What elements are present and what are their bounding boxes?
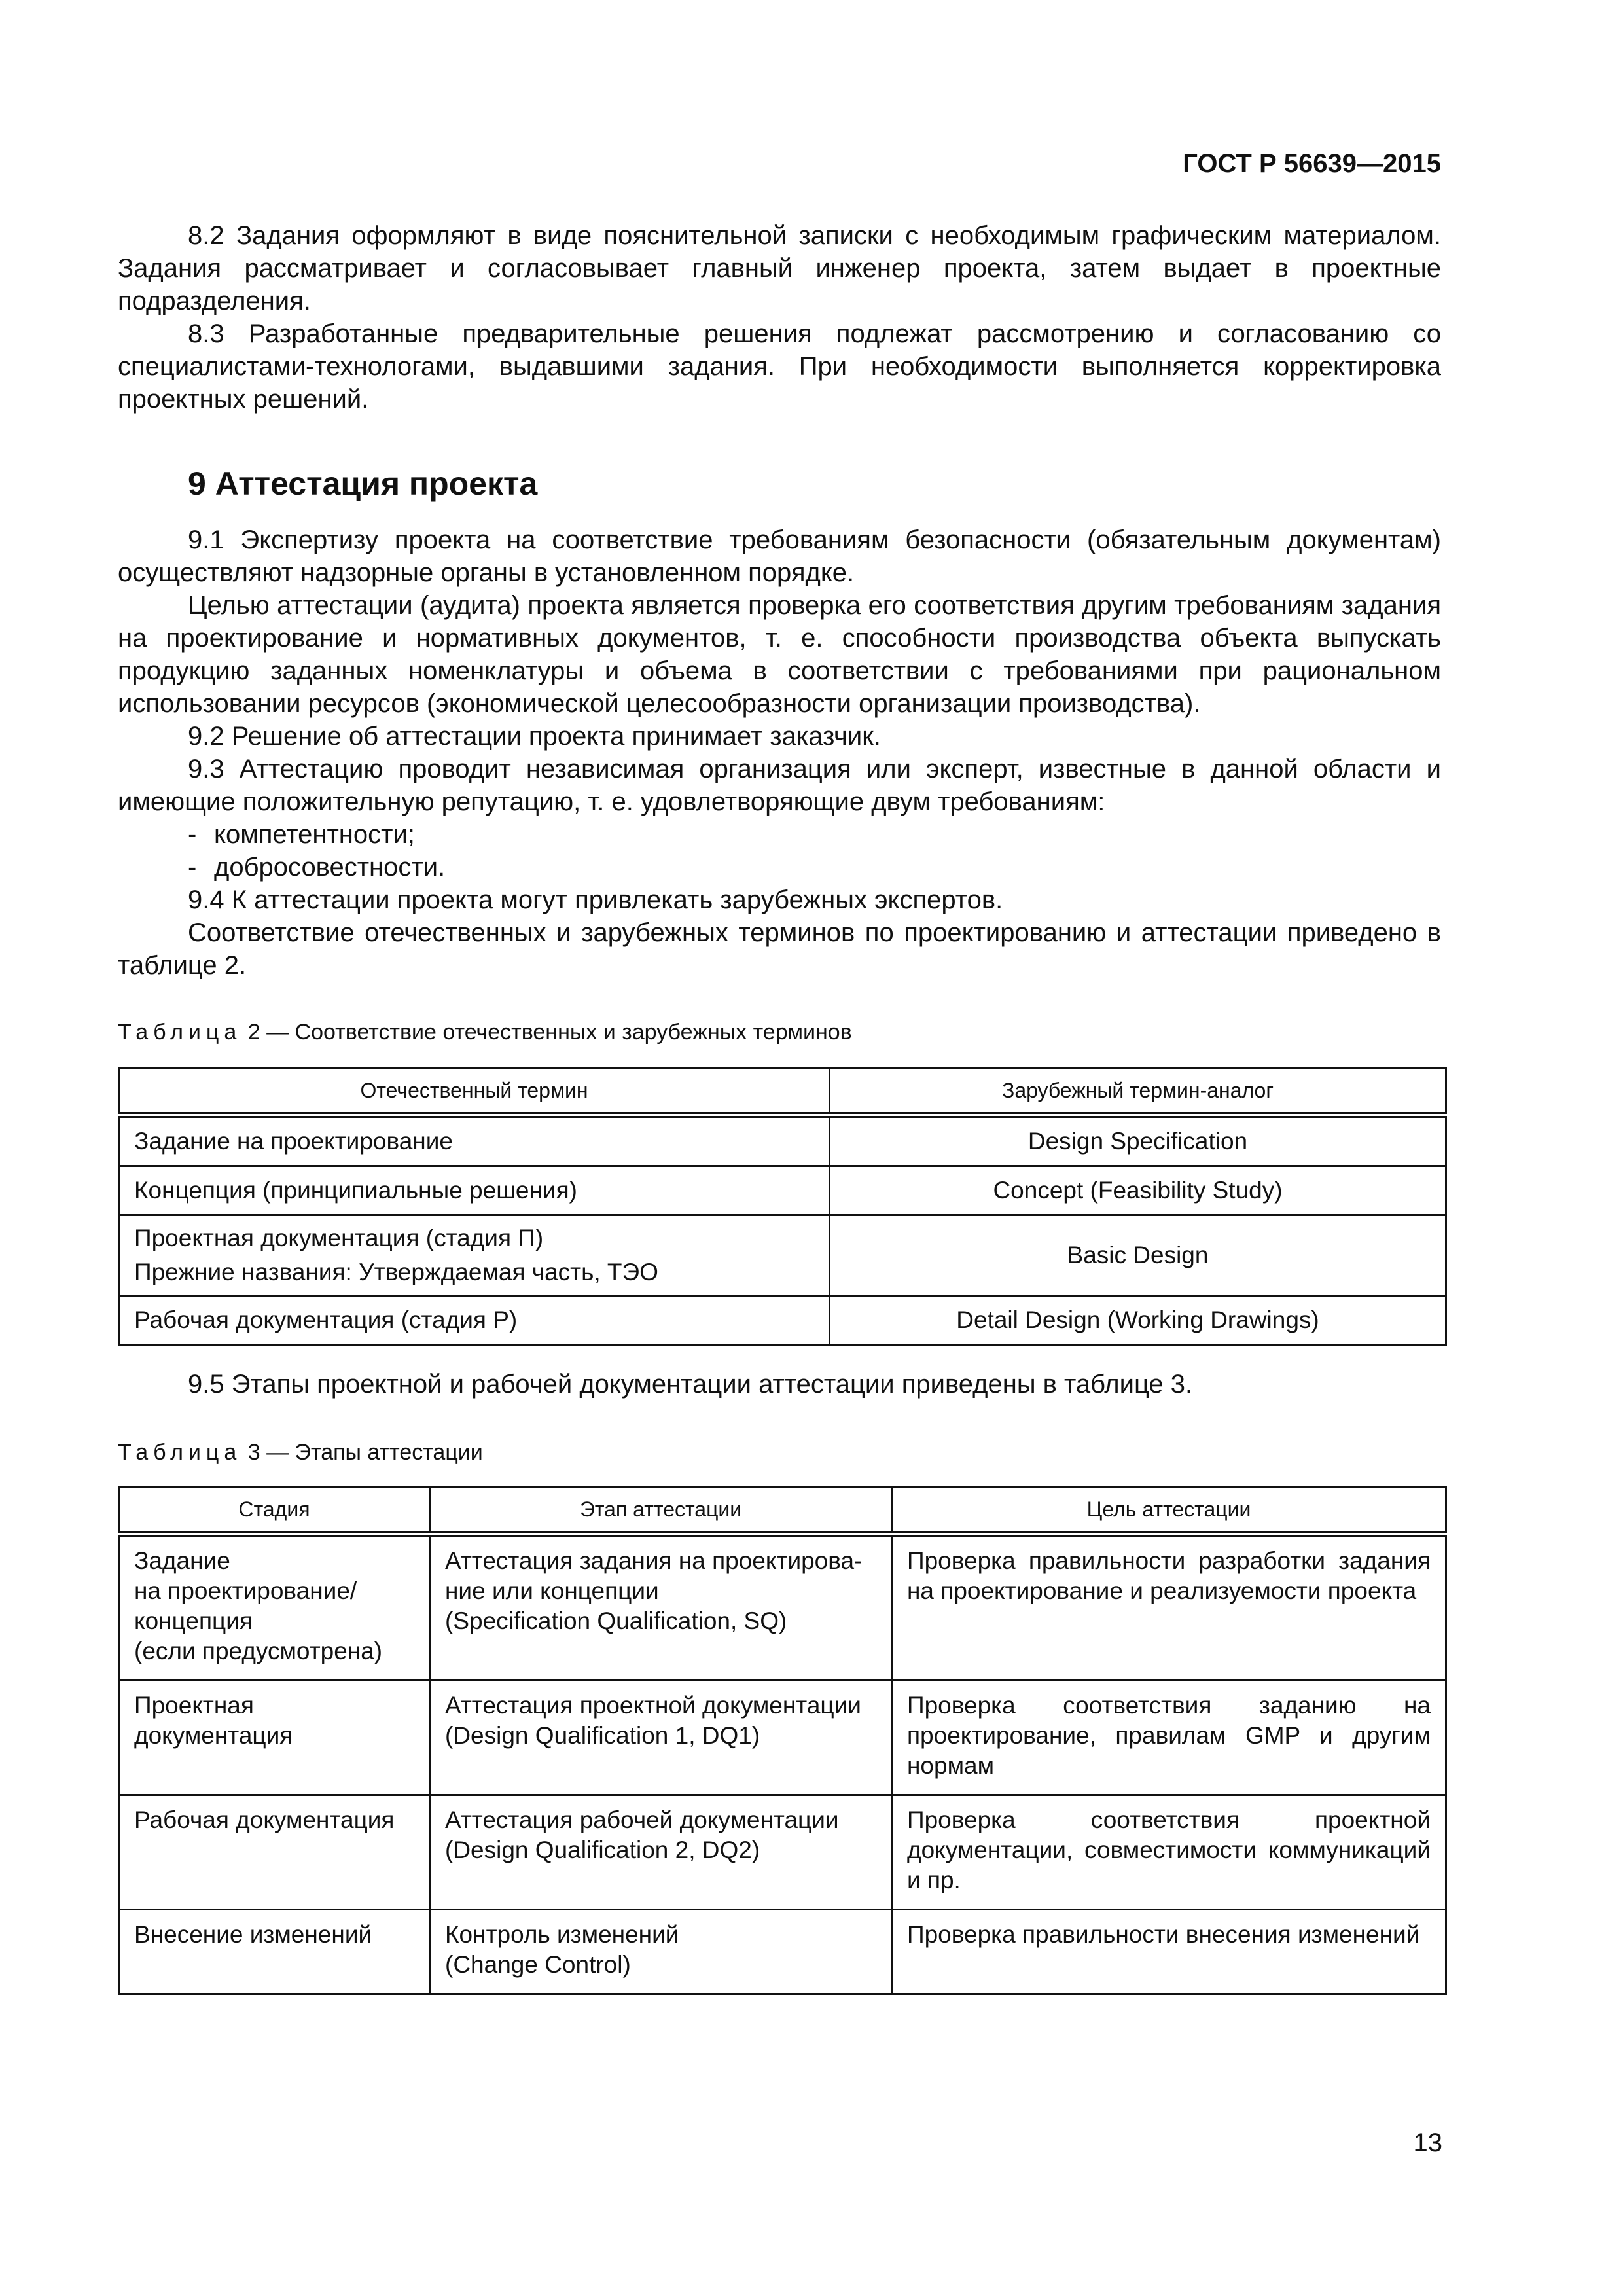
domestic-term-cell: Проектная документация (стадия П) Прежние названия: Утверждаемая часть, ТЭО (119, 1215, 830, 1296)
paragraph-9-1-goal: Целью аттестации (аудита) проекта является проверка его соответствия другим требованиям задания на проектирование и нормативных документов, т. е. способности производства объекта выпускать продукцию заданных номенклатуры и объема в соответствии с требованиями при рациональном использовании ресурсов (экономической целесообразности организации производства). (118, 591, 1441, 718)
page-number: 13 (1413, 2128, 1442, 2157)
foreign-term-cell: Design Specification (830, 1115, 1446, 1166)
step-cell: Контроль изменений (Change Control) (430, 1910, 892, 1994)
domestic-term-cell: Рабочая документация (стадия Р) (119, 1296, 830, 1345)
caption-label: Таблица (118, 1440, 242, 1465)
stage-cell: Рабочая документация (119, 1795, 430, 1910)
bullet-item (118, 851, 1441, 884)
foreign-term-cell: Concept (Feasibility Study) (830, 1166, 1446, 1215)
paragraph-9-1: 9.1 Экспертизу проекта на соответствие требованиям безопасности (обязательным документам) осуществляют надзорные органы в установленном порядке. (118, 526, 1441, 587)
bullet-item (118, 818, 1441, 851)
stage-cell: Проектная документация (119, 1681, 430, 1795)
table-row (119, 1534, 1446, 1681)
domestic-term-cell: Концепция (принципиальные решения) (119, 1166, 830, 1215)
caption-label: Таблица (118, 1020, 242, 1045)
column-header: Стадия (119, 1487, 430, 1534)
paragraph-9-3: 9.3 Аттестацию проводит независимая организация или эксперт, известные в данной области и имеющие положительную репутацию, т. е. удовлетворяющие двум требованиям: (118, 755, 1441, 816)
goal-cell: Проверка соответствия проектной документации, совместимости коммуникаций и пр. (892, 1795, 1446, 1910)
table-row (119, 1296, 1446, 1345)
column-header: Зарубежный термин-аналог (830, 1068, 1446, 1115)
caption-title: 3 — Этапы аттестации (241, 1440, 483, 1465)
dash-marker: - (188, 853, 197, 882)
section-8-text (118, 219, 1441, 416)
table-row (119, 1115, 1446, 1166)
paragraph-9-2: 9.2 Решение об аттестации проекта принимает заказчик. (188, 722, 881, 751)
step-cell: Аттестация задания на проектирова- ние или концепции (Specification Qualification, SQ) (430, 1534, 892, 1681)
caption-title: 2 — Соответствие отечественных и зарубежных терминов (241, 1020, 852, 1045)
section-9-text (118, 524, 1441, 982)
paragraph-9-5: 9.5 Этапы проектной и рабочей документации аттестации приведены в таблице 3. (188, 1370, 1193, 1399)
goal-cell: Проверка соответствия заданию на проектирование, правилам GMP и другим нормам (892, 1681, 1446, 1795)
table-row (119, 1215, 1446, 1296)
bullet-text: компетентности; (214, 820, 415, 849)
domestic-term-cell: Задание на проектирование (119, 1115, 830, 1166)
paragraph-9-4-terms: Соответствие отечественных и зарубежных терминов по проектированию и аттестации приведено в таблице 2. (118, 918, 1441, 980)
paragraph-8-2: 8.2 Задания оформляют в виде пояснительной записки с необходимым графическим материалом. Задания рассматривает и согласовывает главный инженер проекта, затем выдает в проектные подразделения. (118, 221, 1441, 315)
stage-cell: Внесение изменений (119, 1910, 430, 1994)
step-cell: Аттестация рабочей документации (Design Qualification 2, DQ2) (430, 1795, 892, 1910)
terms-table (118, 1067, 1447, 1346)
bullet-text: добросовестности. (214, 853, 446, 882)
paragraph-8-3: 8.3 Разработанные предварительные решения подлежат рассмотрению и согласованию со специалистами-технологами, выдавшими задания. При необходимости выполняется корректировка проектных решений. (118, 319, 1441, 414)
foreign-term-cell: Detail Design (Working Drawings) (830, 1296, 1446, 1345)
table-row (119, 1166, 1446, 1215)
document-code: ГОСТ Р 56639—2015 (1183, 149, 1441, 178)
column-header: Цель аттестации (892, 1487, 1446, 1534)
foreign-term-cell: Basic Design (830, 1215, 1446, 1296)
stage-cell: Задание на проектирование/ концепция (если предусмотрена) (119, 1534, 430, 1681)
paragraph-9-4: 9.4 К аттестации проекта могут привлекать зарубежных экспертов. (188, 886, 1003, 914)
column-header: Отечественный термин (119, 1068, 830, 1115)
table-2-caption (118, 1020, 852, 1045)
table-row (119, 1795, 1446, 1910)
goal-cell: Проверка правильности внесения изменений (892, 1910, 1446, 1994)
table-row (119, 1681, 1446, 1795)
dash-marker: - (188, 820, 197, 849)
attestation-stages-table (118, 1486, 1447, 1995)
column-header: Этап аттестации (430, 1487, 892, 1534)
table-row (119, 1910, 1446, 1994)
goal-cell: Проверка правильности разработки задания на проектирование и реализуемости проекта (892, 1534, 1446, 1681)
section-9-heading: 9 Аттестация проекта (188, 465, 538, 502)
table-3-caption (118, 1440, 483, 1465)
step-cell: Аттестация проектной документации (Design Qualification 1, DQ1) (430, 1681, 892, 1795)
